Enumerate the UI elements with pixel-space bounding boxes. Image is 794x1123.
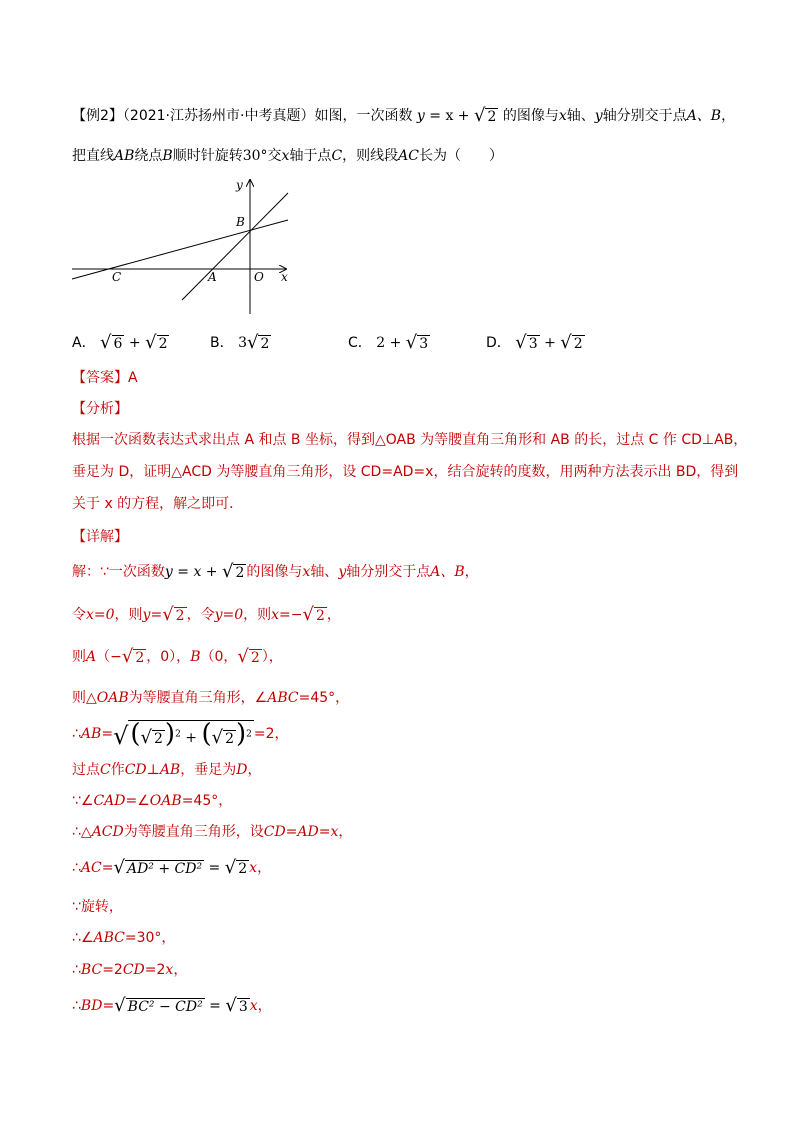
var-y: y — [338, 564, 347, 580]
step-text: ∴∠ — [72, 930, 94, 946]
step-text: ，0）， — [146, 649, 191, 665]
point-a-label: A — [208, 270, 217, 284]
sqrt-ad-cd: √ AD² + CD² — [113, 857, 203, 878]
detail-step-5 — [72, 720, 289, 748]
triangle-oab: OAB — [96, 690, 129, 706]
option-d[interactable] — [486, 332, 585, 352]
step-text: 则△ — [72, 690, 97, 706]
step-text: ，则 — [243, 607, 272, 623]
step-text: 轴分别交于点 — [346, 564, 431, 580]
radicand: 2 — [175, 608, 185, 624]
exponent: 2 — [175, 729, 181, 740]
step-text: ）， — [261, 649, 283, 665]
step-text: ∴ — [72, 998, 81, 1014]
points-ab: A、B — [686, 108, 722, 124]
problem-text: 绕点 — [134, 148, 163, 164]
step-text: 作 — [110, 762, 125, 778]
var-x: x — [558, 108, 567, 124]
step-text: 过点 — [72, 762, 100, 778]
answer-heading: 【答案】 — [72, 370, 128, 386]
problem-text: ， — [721, 108, 736, 124]
detail-step-9 — [72, 858, 271, 878]
problem-text: 把直线 — [72, 148, 114, 164]
function-expression: = x + — [424, 108, 474, 124]
radicand: 2 — [225, 731, 235, 747]
segment-bd: BD — [80, 998, 103, 1014]
var-y: y — [594, 108, 603, 124]
line-ab: AB — [114, 148, 135, 164]
detail-step-6 — [72, 760, 261, 780]
equals: = — [204, 998, 226, 1014]
step-text: =2 — [102, 962, 123, 978]
step-text: =∠ — [125, 793, 150, 809]
step-text: ，垂足为 — [180, 762, 237, 778]
problem-source: （2021·江苏扬州市·中考真题） — [122, 108, 315, 124]
angle-abc: ABC — [267, 690, 299, 706]
sqrt-2: √ 2 — [162, 604, 185, 625]
problem-line-2 — [72, 146, 503, 166]
sqrt-2: √ 2 — [145, 332, 168, 353]
plus: + — [539, 335, 561, 351]
detail-step-10: ∵旋转， — [72, 899, 123, 915]
angle-cad: CAD — [93, 793, 126, 809]
sqrt-3: √ 3 — [515, 332, 538, 353]
sqrt-3: √ 3 — [405, 332, 429, 353]
radicand: 3 — [419, 336, 429, 352]
sqrt-2: √ 2 — [222, 561, 245, 582]
point-c-label: C — [112, 270, 122, 284]
step-text: =45°， — [181, 793, 233, 809]
answer-value: A — [128, 370, 138, 386]
function-expression: y = x + — [164, 564, 222, 580]
problem-text: 的图像与 — [502, 108, 559, 124]
sqrt-outer: √ ( √ 2 )$^2$ + ( √ 2 )$^2$ — [113, 719, 252, 750]
detail-step-4 — [72, 688, 349, 708]
radicand: 3 — [238, 999, 248, 1015]
detail-step-2 — [72, 605, 341, 625]
step-text: ， — [257, 998, 272, 1014]
analysis-line-1: 根据一次函数表达式求出点 A 和点 B 坐标，得到△OAB 为等腰直角三角形和 AB 的长，过点 C 作 CD⊥AB， — [72, 432, 748, 448]
segment-cd: CD — [122, 962, 145, 978]
detail-step-8 — [72, 822, 352, 842]
step-text: = — [101, 726, 114, 742]
problem-text: 轴于点 — [289, 148, 332, 164]
answer-line — [72, 368, 138, 388]
radicand: AD² + CD² — [126, 861, 203, 877]
sqrt-3: √ 3 — [225, 995, 248, 1016]
problem-label: 【例2】 — [72, 108, 123, 124]
step-text: ，则 — [114, 607, 143, 623]
step-text: =2 — [144, 962, 166, 978]
step-text: ∵∠ — [72, 793, 94, 809]
option-label: B． — [210, 335, 234, 351]
radicand: 2 — [238, 861, 248, 877]
point-b-label: B — [236, 215, 245, 229]
triangle-acd: ACD — [91, 824, 124, 840]
detail-step-7 — [72, 791, 232, 811]
step-text: 解：∵一次函数 — [72, 564, 165, 580]
radicand: 2 — [250, 650, 260, 666]
sqrt-2: √ 2 — [121, 646, 145, 667]
step-text: = — [102, 998, 115, 1014]
detail-step-1 — [72, 562, 479, 582]
problem-text: ，则线段 — [342, 148, 399, 164]
segment-ac: AC — [80, 860, 102, 876]
option-a[interactable] — [72, 332, 169, 352]
point-b: B — [190, 649, 201, 665]
radicand: 2 — [158, 336, 168, 352]
function-y: y — [416, 108, 425, 124]
sqrt-2: √ 2 — [237, 646, 260, 667]
step-text: （− — [96, 649, 122, 665]
point-a: A — [86, 649, 97, 665]
step-text: （0， — [200, 649, 238, 665]
step-text: 轴、 — [310, 564, 339, 580]
var-x: x — [165, 962, 174, 978]
perpendicular: CD⊥AB — [124, 762, 181, 778]
analysis-line-2: 垂足为 D，证明△ACD 为等腰直角三角形，设 CD=AD=x，结合旋转的度数，用两种方法表示出 BD，得到 — [72, 464, 739, 480]
sqrt-2: √ 2 — [246, 332, 270, 353]
sqrt-2: √ 2 — [474, 105, 497, 126]
detail-step-3 — [72, 647, 283, 667]
problem-text: 长为（ ） — [418, 148, 503, 164]
step-text: ，令 — [186, 607, 215, 623]
radicand: BC² − CD² — [127, 999, 203, 1015]
problem-line-1 — [72, 106, 735, 126]
step-text: 为等腰直角三角形，∠ — [128, 690, 268, 706]
expr: x=0 — [86, 607, 115, 623]
segment-ab: AB — [80, 726, 102, 742]
detail-step-13 — [72, 996, 272, 1016]
coefficient: 3 — [238, 335, 247, 351]
point-c: C — [100, 762, 111, 778]
y-axis-label: y — [236, 178, 243, 192]
problem-text: 交 — [267, 148, 282, 164]
analysis-line-3: 关于 x 的方程，解之即可． — [72, 496, 244, 512]
var-x: x — [281, 148, 290, 164]
problem-text: 如图，一次函数 — [314, 108, 413, 124]
x-axis-label: x — [281, 270, 288, 284]
step-text: ， — [338, 824, 353, 840]
step-text: ∴△ — [72, 824, 92, 840]
point-d: D — [236, 762, 248, 778]
coefficient: 2 + — [376, 335, 406, 351]
expr: x=− — [271, 607, 303, 623]
option-b[interactable] — [210, 332, 271, 352]
var-x: x — [302, 564, 311, 580]
step-text: ， — [464, 564, 479, 580]
step-text: ∴ — [72, 726, 81, 742]
expr: y=0 — [214, 607, 244, 623]
sqrt-2: √ 2 — [302, 604, 325, 625]
analysis-heading: 【分析】 — [72, 401, 128, 417]
step-text: ∴ — [72, 962, 81, 978]
problem-text: 轴分别交于点 — [602, 108, 687, 124]
radicand: 3 — [528, 336, 538, 352]
equals: = — [204, 860, 225, 876]
step-text: = — [101, 860, 114, 876]
option-label: C． — [348, 335, 372, 351]
option-c[interactable] — [348, 332, 430, 352]
radicand: 2 — [235, 565, 245, 581]
problem-text: 轴、 — [566, 108, 595, 124]
radicand: 2 — [135, 650, 145, 666]
option-label: D． — [486, 335, 511, 351]
detail-step-11 — [72, 928, 175, 948]
line-ab — [182, 193, 288, 300]
step-text: ， — [247, 762, 262, 778]
angle-abc: ABC — [93, 930, 125, 946]
radicand: 2 — [487, 109, 497, 125]
problem-text: 顺时针旋转 — [172, 148, 243, 164]
step-text: 令 — [72, 607, 86, 623]
angle-value: 30° — [242, 148, 268, 164]
radicand: 2 — [154, 731, 163, 747]
radicand: 6 — [113, 336, 123, 352]
option-label: A． — [72, 335, 96, 351]
detail-heading: 【详解】 — [72, 529, 128, 545]
coordinate-figure — [70, 176, 300, 316]
sqrt-bc-cd: √ BC² − CD² — [114, 995, 203, 1016]
radicand: 2 — [573, 336, 583, 352]
radicand: 2 — [260, 336, 270, 352]
sqrt-2: √ 2 — [560, 332, 583, 353]
step-text: ， — [173, 962, 188, 978]
step-text: ∴ — [72, 860, 81, 876]
expr: y= — [142, 607, 163, 623]
step-text: =2， — [253, 726, 289, 742]
step-text: ， — [326, 607, 341, 623]
equation: CD=AD=x — [263, 824, 339, 840]
segment-bc: BC — [80, 962, 103, 978]
point-b: B — [162, 148, 173, 164]
step-text: 为等腰直角三角形，设 — [123, 824, 264, 840]
plus: + — [124, 335, 146, 351]
sqrt-2: √ 2 — [224, 857, 248, 878]
var-x: x — [249, 998, 258, 1014]
step-text: 则 — [72, 649, 86, 665]
step-text: 的图像与 — [246, 564, 303, 580]
angle-oab: OAB — [149, 793, 182, 809]
point-c: C — [331, 148, 343, 164]
step-text: ， — [257, 860, 272, 876]
segment-ac: AC — [398, 148, 419, 164]
step-text: =45°， — [298, 690, 350, 706]
point-o-label: O — [254, 270, 264, 284]
step-text: =30°， — [124, 930, 176, 946]
var-x: x — [249, 860, 258, 876]
sqrt-6: √ 6 — [100, 332, 123, 353]
radicand: 2 — [315, 608, 325, 624]
points-ab: A、B — [430, 564, 465, 580]
detail-step-12 — [72, 960, 187, 980]
exponent: 2 — [246, 729, 252, 740]
